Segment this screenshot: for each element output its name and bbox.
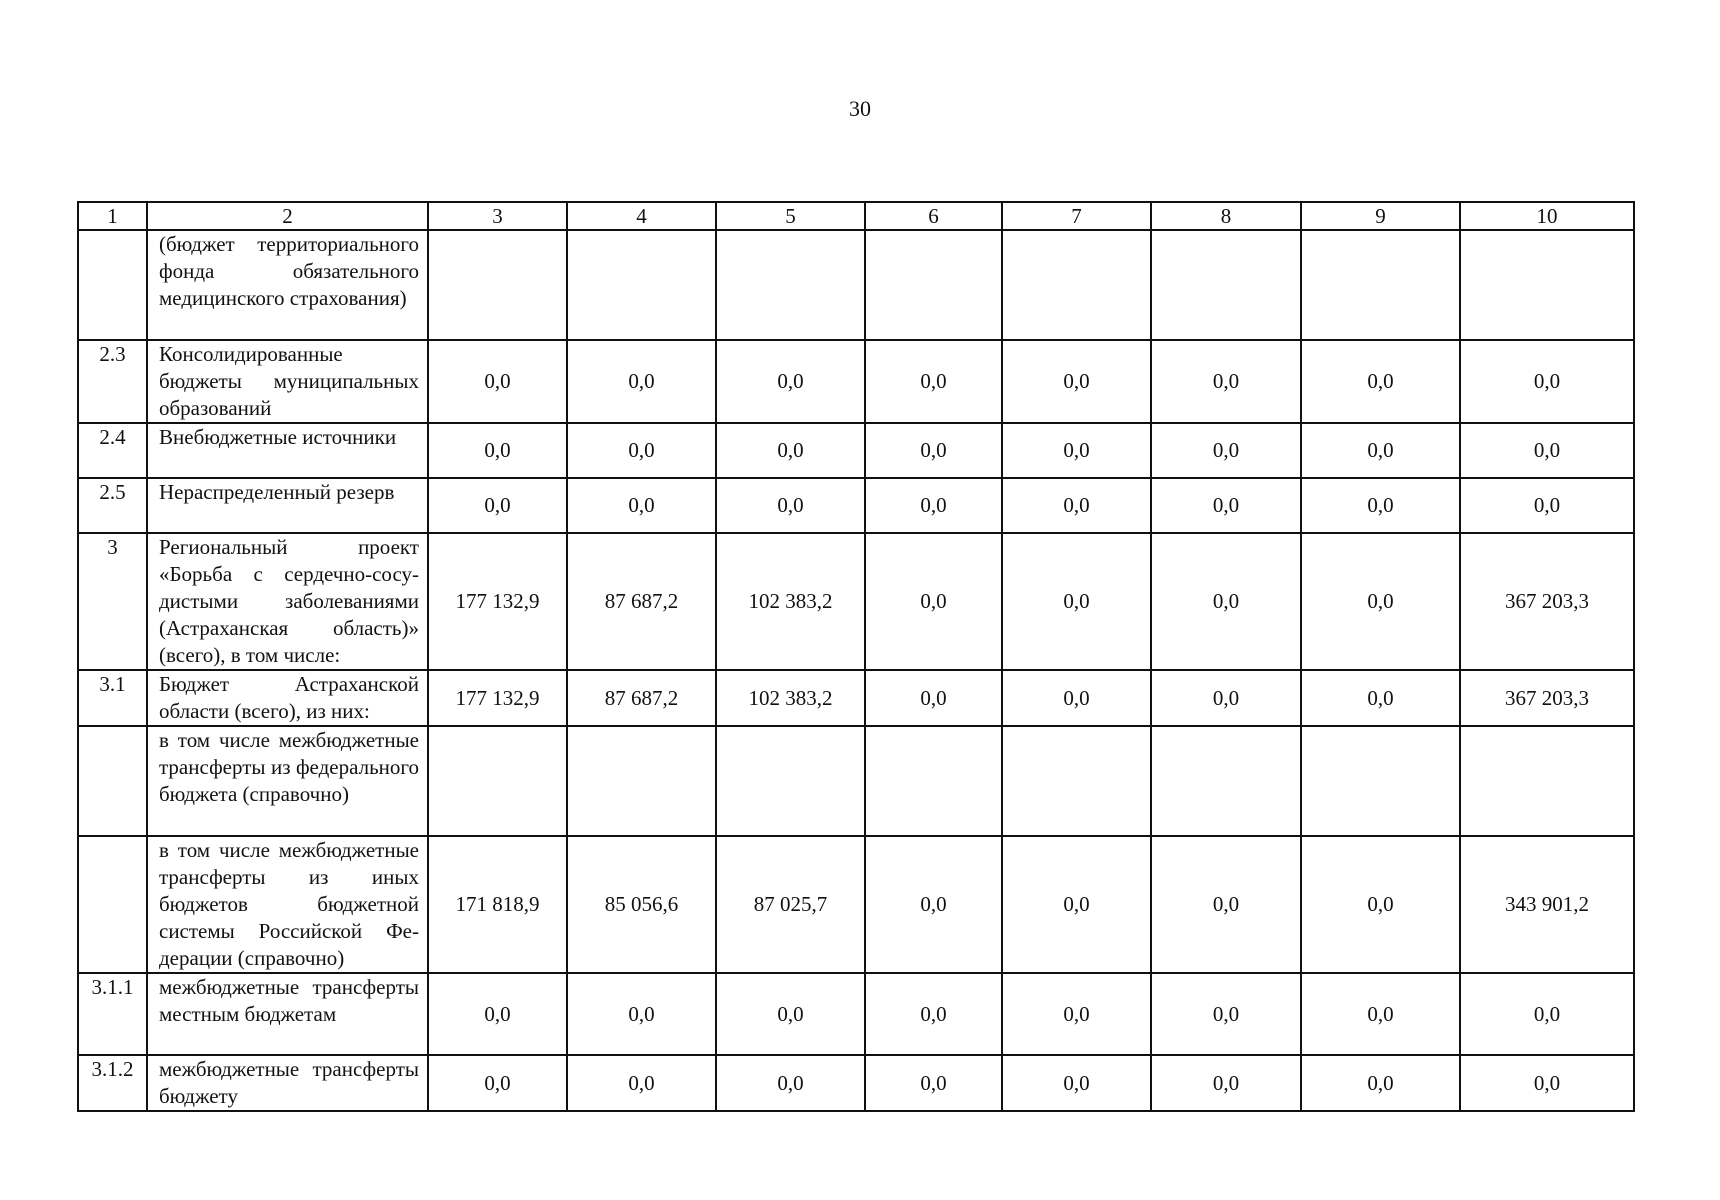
- value-cell: [1301, 726, 1460, 836]
- value-cell: 0,0: [1301, 340, 1460, 423]
- row-number: 3.1: [78, 670, 147, 726]
- row-name: межбюджетные трансферты местным бюджетам: [147, 973, 428, 1055]
- value-cell: 0,0: [1151, 670, 1301, 726]
- value-cell: 0,0: [1301, 423, 1460, 478]
- table-row: [78, 726, 1634, 836]
- row-name: Бюджет Астраханской области (всего), из них:: [147, 670, 428, 726]
- value-cell: [428, 230, 567, 340]
- table-body: [78, 202, 1634, 1111]
- value-cell: 0,0: [1301, 973, 1460, 1055]
- column-header: 2: [147, 202, 428, 230]
- column-header: 9: [1301, 202, 1460, 230]
- value-cell: 0,0: [716, 973, 865, 1055]
- row-name: в том числе межбюджетные трансферты из иных бюджетов бюджетной системы Российской Федерации (справочно): [147, 836, 428, 973]
- row-number: 2.3: [78, 340, 147, 423]
- row-number: 3.1.2: [78, 1055, 147, 1111]
- value-cell: 0,0: [716, 1055, 865, 1111]
- table-row: [78, 340, 1634, 423]
- value-cell: 0,0: [567, 423, 716, 478]
- value-cell: 0,0: [716, 340, 865, 423]
- value-cell: 0,0: [567, 340, 716, 423]
- value-cell: [1151, 726, 1301, 836]
- table-row: [78, 670, 1634, 726]
- value-cell: [1002, 726, 1151, 836]
- value-cell: 102 383,2: [716, 533, 865, 670]
- value-cell: 0,0: [1002, 340, 1151, 423]
- value-cell: [1460, 230, 1634, 340]
- table-row: [78, 478, 1634, 533]
- column-header: 5: [716, 202, 865, 230]
- value-cell: [716, 726, 865, 836]
- table-row: [78, 973, 1634, 1055]
- value-cell: 343 901,2: [1460, 836, 1634, 973]
- value-cell: 0,0: [428, 973, 567, 1055]
- value-cell: 0,0: [865, 340, 1002, 423]
- value-cell: 0,0: [428, 423, 567, 478]
- table-row: [78, 230, 1634, 340]
- row-number: 2.5: [78, 478, 147, 533]
- value-cell: 0,0: [1151, 478, 1301, 533]
- value-cell: 0,0: [1002, 533, 1151, 670]
- table-row: [78, 533, 1634, 670]
- value-cell: 0,0: [1151, 533, 1301, 670]
- value-cell: 0,0: [1301, 836, 1460, 973]
- value-cell: 0,0: [1151, 423, 1301, 478]
- value-cell: 87 687,2: [567, 670, 716, 726]
- row-name: межбюджетные трансферты бюджету: [147, 1055, 428, 1111]
- value-cell: 85 056,6: [567, 836, 716, 973]
- row-number: [78, 726, 147, 836]
- value-cell: 0,0: [716, 478, 865, 533]
- value-cell: 0,0: [1460, 1055, 1634, 1111]
- value-cell: 0,0: [1002, 1055, 1151, 1111]
- budget-table: [77, 201, 1635, 1112]
- value-cell: 87 025,7: [716, 836, 865, 973]
- value-cell: 0,0: [865, 423, 1002, 478]
- value-cell: 0,0: [1151, 836, 1301, 973]
- value-cell: 0,0: [428, 478, 567, 533]
- row-number: [78, 836, 147, 973]
- column-header: 6: [865, 202, 1002, 230]
- value-cell: 0,0: [1301, 478, 1460, 533]
- value-cell: [567, 726, 716, 836]
- column-header: 4: [567, 202, 716, 230]
- table-row: [78, 423, 1634, 478]
- value-cell: 0,0: [1151, 1055, 1301, 1111]
- value-cell: 0,0: [1151, 340, 1301, 423]
- value-cell: 0,0: [865, 1055, 1002, 1111]
- value-cell: 0,0: [1460, 478, 1634, 533]
- value-cell: [865, 230, 1002, 340]
- value-cell: 102 383,2: [716, 670, 865, 726]
- value-cell: 0,0: [1002, 478, 1151, 533]
- row-name: (бюджет территориального фонда обязательного медицинского страхования): [147, 230, 428, 340]
- column-header: 8: [1151, 202, 1301, 230]
- value-cell: 0,0: [1002, 670, 1151, 726]
- value-cell: [428, 726, 567, 836]
- value-cell: 0,0: [567, 1055, 716, 1111]
- value-cell: [1301, 230, 1460, 340]
- column-header: 10: [1460, 202, 1634, 230]
- column-header: 3: [428, 202, 567, 230]
- column-header: 7: [1002, 202, 1151, 230]
- value-cell: 0,0: [1460, 423, 1634, 478]
- value-cell: 0,0: [1301, 1055, 1460, 1111]
- row-name: Внебюджетные источники: [147, 423, 428, 478]
- value-cell: 87 687,2: [567, 533, 716, 670]
- value-cell: 0,0: [428, 340, 567, 423]
- value-cell: 171 818,9: [428, 836, 567, 973]
- value-cell: 177 132,9: [428, 533, 567, 670]
- value-cell: 0,0: [1460, 973, 1634, 1055]
- row-number: 3: [78, 533, 147, 670]
- value-cell: 0,0: [865, 836, 1002, 973]
- row-number: [78, 230, 147, 340]
- value-cell: 0,0: [716, 423, 865, 478]
- value-cell: 0,0: [567, 478, 716, 533]
- value-cell: 367 203,3: [1460, 533, 1634, 670]
- value-cell: 0,0: [1002, 423, 1151, 478]
- value-cell: 367 203,3: [1460, 670, 1634, 726]
- value-cell: 0,0: [865, 973, 1002, 1055]
- row-number: 2.4: [78, 423, 147, 478]
- row-name: Нераспределенный резерв: [147, 478, 428, 533]
- value-cell: 0,0: [1301, 670, 1460, 726]
- table-row: [78, 836, 1634, 973]
- value-cell: 0,0: [1301, 533, 1460, 670]
- column-header: 1: [78, 202, 147, 230]
- value-cell: 0,0: [865, 533, 1002, 670]
- row-name: Консолидированные бюджеты муниципальных образований: [147, 340, 428, 423]
- value-cell: [865, 726, 1002, 836]
- value-cell: [567, 230, 716, 340]
- value-cell: 0,0: [1002, 973, 1151, 1055]
- value-cell: 0,0: [1460, 340, 1634, 423]
- value-cell: 0,0: [1002, 836, 1151, 973]
- row-name: в том числе межбюджетные трансферты из федерального бюджета (справочно): [147, 726, 428, 836]
- value-cell: [1460, 726, 1634, 836]
- value-cell: 177 132,9: [428, 670, 567, 726]
- page-number: 30: [849, 96, 871, 121]
- row-name: Региональный проект «Борьба с сердечно-сосудистыми заболеваниями (Астраханская область)» (всего), в том числе:: [147, 533, 428, 670]
- value-cell: 0,0: [567, 973, 716, 1055]
- value-cell: [1151, 230, 1301, 340]
- value-cell: 0,0: [865, 478, 1002, 533]
- value-cell: [716, 230, 865, 340]
- value-cell: 0,0: [865, 670, 1002, 726]
- value-cell: 0,0: [1151, 973, 1301, 1055]
- row-number: 3.1.1: [78, 973, 147, 1055]
- value-cell: 0,0: [428, 1055, 567, 1111]
- value-cell: [1002, 230, 1151, 340]
- table-row: [78, 1055, 1634, 1111]
- column-number-header-row: [78, 202, 1634, 230]
